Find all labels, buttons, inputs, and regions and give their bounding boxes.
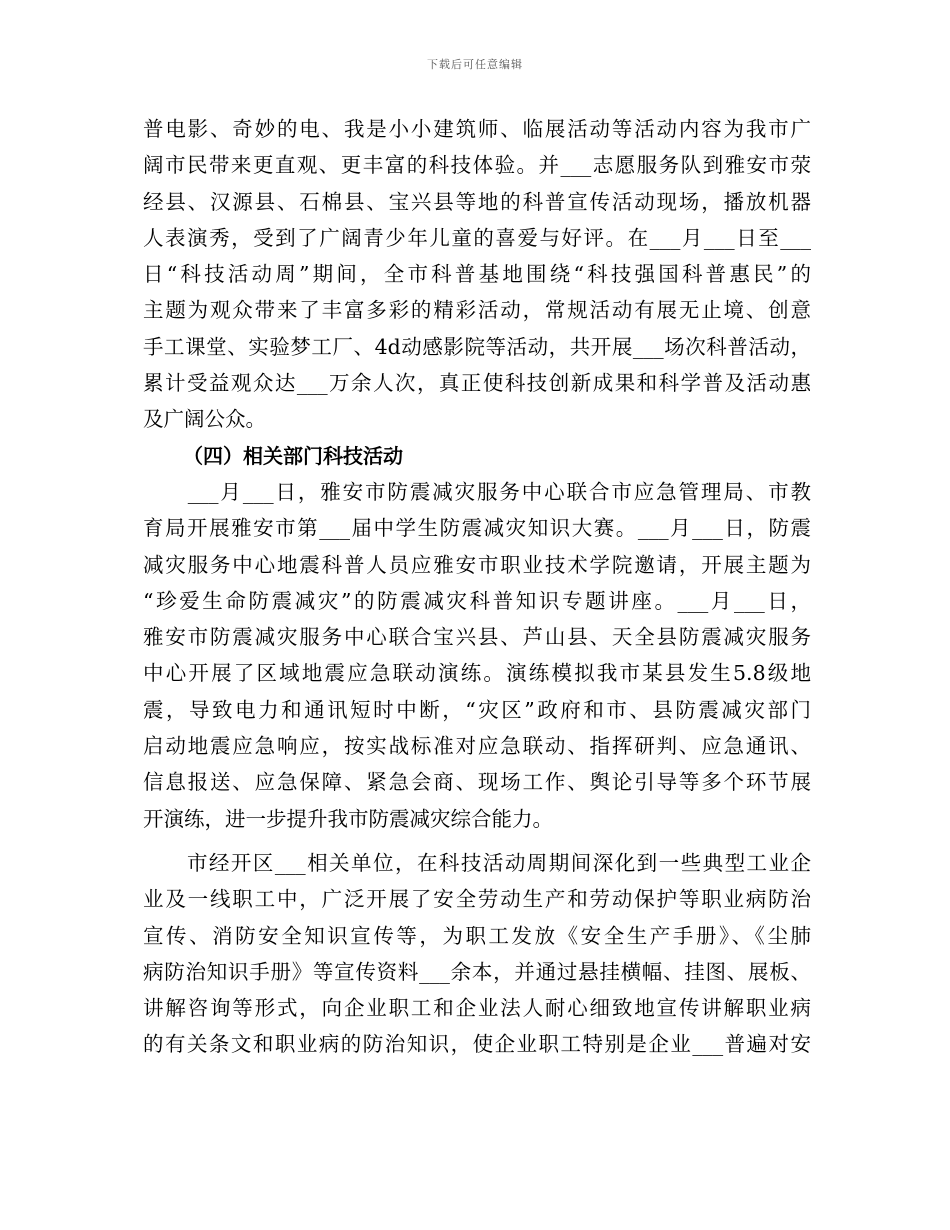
text-line: 信息报送、应急保障、紧急会商、现场工作、舆论引导等多个环节展 (143, 770, 811, 795)
text-line: 病防治知识手册》等宣传资料___余本，并通过悬挂横幅、挂图、展板、 (143, 959, 811, 984)
text-line: 讲解咨询等形式，向企业职工和企业法人耐心细致地宣传讲解职业病 (143, 996, 811, 1021)
text-line: 主题为观众带来了丰富多彩的精彩活动，常规活动有展无止境、创意 (143, 298, 811, 323)
text-line: 阔市民带来更直观、更丰富的科技体验。并___志愿服务队到雅安市荥 (143, 153, 811, 178)
text-line: 震，导致电力和通讯短时中断，“灾区”政府和市、县防震减灾部门 (143, 697, 811, 722)
text-line: “珍爱生命防震减灾”的防震减灾科普知识专题讲座。___月___日， (143, 588, 811, 613)
document-body (143, 111, 811, 1063)
text-line: 育局开展雅安市第___届中学生防震减灾知识大赛。___月___日，防震 (143, 516, 811, 541)
text-line: 开演练，进一步提升我市防震减灾综合能力。 (143, 806, 553, 831)
text-line: 启动地震应急响应，按实战标准对应急联动、指挥研判、应急通讯、 (143, 734, 811, 759)
paragraph-2 (143, 474, 811, 837)
paragraph-1 (143, 111, 811, 438)
text-line: 业及一线职工中，广泛开展了安全劳动生产和劳动保护等职业病防治 (143, 887, 811, 912)
section-heading: （四）相关部门科技活动 (183, 443, 403, 468)
text-line: 经县、汉源县、石棉县、宝兴县等地的科普宣传活动现场，播放机器 (143, 189, 811, 214)
text-line: ___月___日，雅安市防震减灾服务中心联合市应急管理局、市教 (143, 479, 811, 504)
text-line: 中心开展了区域地震应急联动演练。演练模拟我市某县发生5.8级地 (143, 661, 811, 686)
text-line: 累计受益观众达___万余人次，真正使科技创新成果和科学普及活动惠 (143, 371, 811, 396)
text-line: 减灾服务中心地震科普人员应雅安市职业技术学院邀请，开展主题为 (143, 552, 811, 577)
paragraph-gap (143, 837, 811, 845)
paragraph-3 (143, 845, 811, 1063)
text-line: 普电影、奇妙的电、我是小小建筑师、临展活动等活动内容为我市广 (143, 117, 811, 141)
text-line: 宣传、消防安全知识宣传等，为职工发放《安全生产手册》、《尘肺 (143, 923, 811, 948)
page-header-note: 下载后可任意编辑 (427, 58, 523, 71)
text-line: 人表演秀，受到了广阔青少年儿童的喜爱与好评。在___月___日至___ (143, 225, 811, 250)
text-line: 手工课堂、实验梦工厂、4d动感影院等活动，共开展___场次科普活动， (143, 334, 811, 359)
text-line: 雅安市防震减灾服务中心联合宝兴县、芦山县、天全县防震减灾服务 (143, 625, 811, 650)
text-line: 市经开区___相关单位，在科技活动周期间深化到一些典型工业企 (143, 850, 811, 875)
text-line: 日“科技活动周”期间，全市科普基地围绕“科技强国科普惠民”的 (143, 262, 811, 287)
text-line: 的有关条文和职业病的防治知识，使企业职工特别是企业___普遍对安 (143, 1032, 811, 1057)
text-line: 及广阔公众。 (143, 407, 266, 432)
